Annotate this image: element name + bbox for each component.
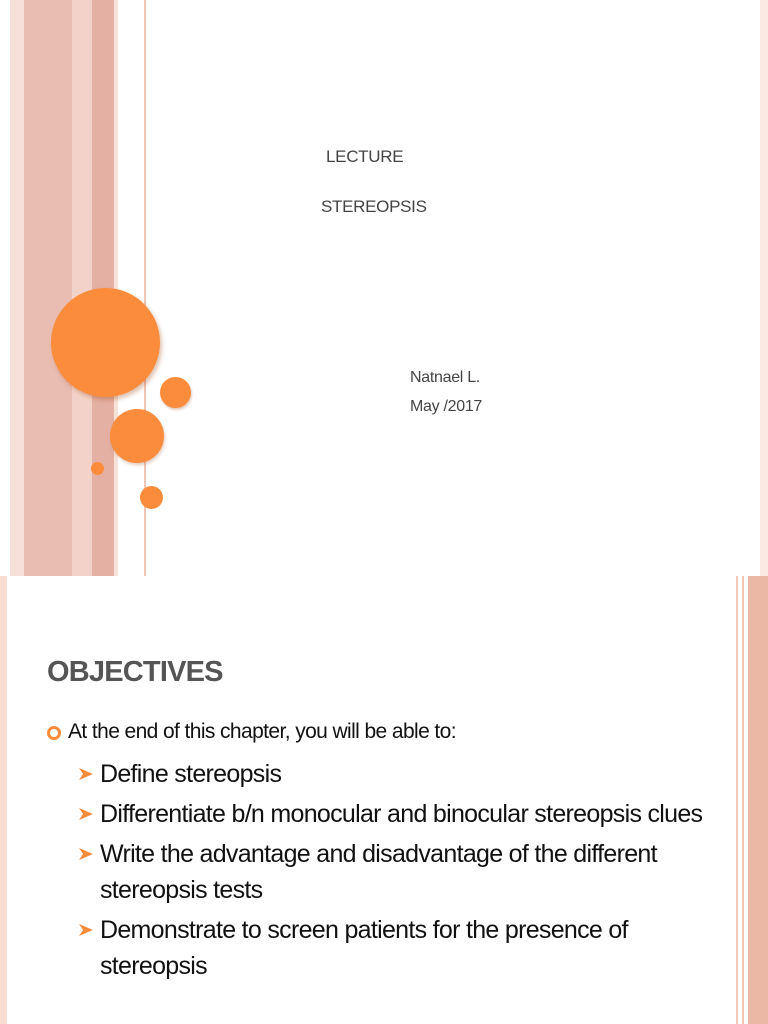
author-name: Natnael L. [410,369,480,386]
decorative-line [742,576,744,1024]
objective-text: Define stereopsis [100,760,282,788]
objective-text: Differentiate b/n monocular and binocular stereopsis clues [100,800,703,828]
decorative-strip [0,576,7,1024]
list-item [76,796,716,832]
decorative-strip [24,0,72,576]
list-item [76,912,716,984]
decorative-circle-icon [160,377,191,408]
decorative-circle-icon [51,288,160,397]
objective-text: Write the advantage and disadvantage of the different stereopsis tests [100,840,657,904]
lecture-date: May /2017 [410,398,483,415]
slide-title: OBJECTIVES [47,656,223,688]
decorative-circle-icon [91,462,104,475]
objectives-list [76,756,716,988]
arrow-bullet-icon [78,807,94,821]
decorative-strip [748,576,768,1024]
decorative-circle-icon [110,409,164,463]
list-item [76,756,716,792]
decorative-edge [760,0,768,576]
decorative-line [736,576,738,1024]
ring-bullet-icon [47,726,61,740]
slide-title: STEREOPSIS [321,197,427,216]
arrow-bullet-icon [78,923,94,937]
decorative-strip [72,0,92,576]
lecture-label: LECTURE [326,147,404,166]
decorative-strip [10,0,24,576]
arrow-bullet-icon [78,847,94,861]
decorative-circle-icon [140,486,163,509]
lead-text: At the end of this chapter, you will be able to: [68,720,456,743]
objectives-slide [0,576,768,1024]
arrow-bullet-icon [78,767,94,781]
list-item [76,836,716,908]
objective-text: Demonstrate to screen patients for the presence of stereopsis [100,916,628,980]
